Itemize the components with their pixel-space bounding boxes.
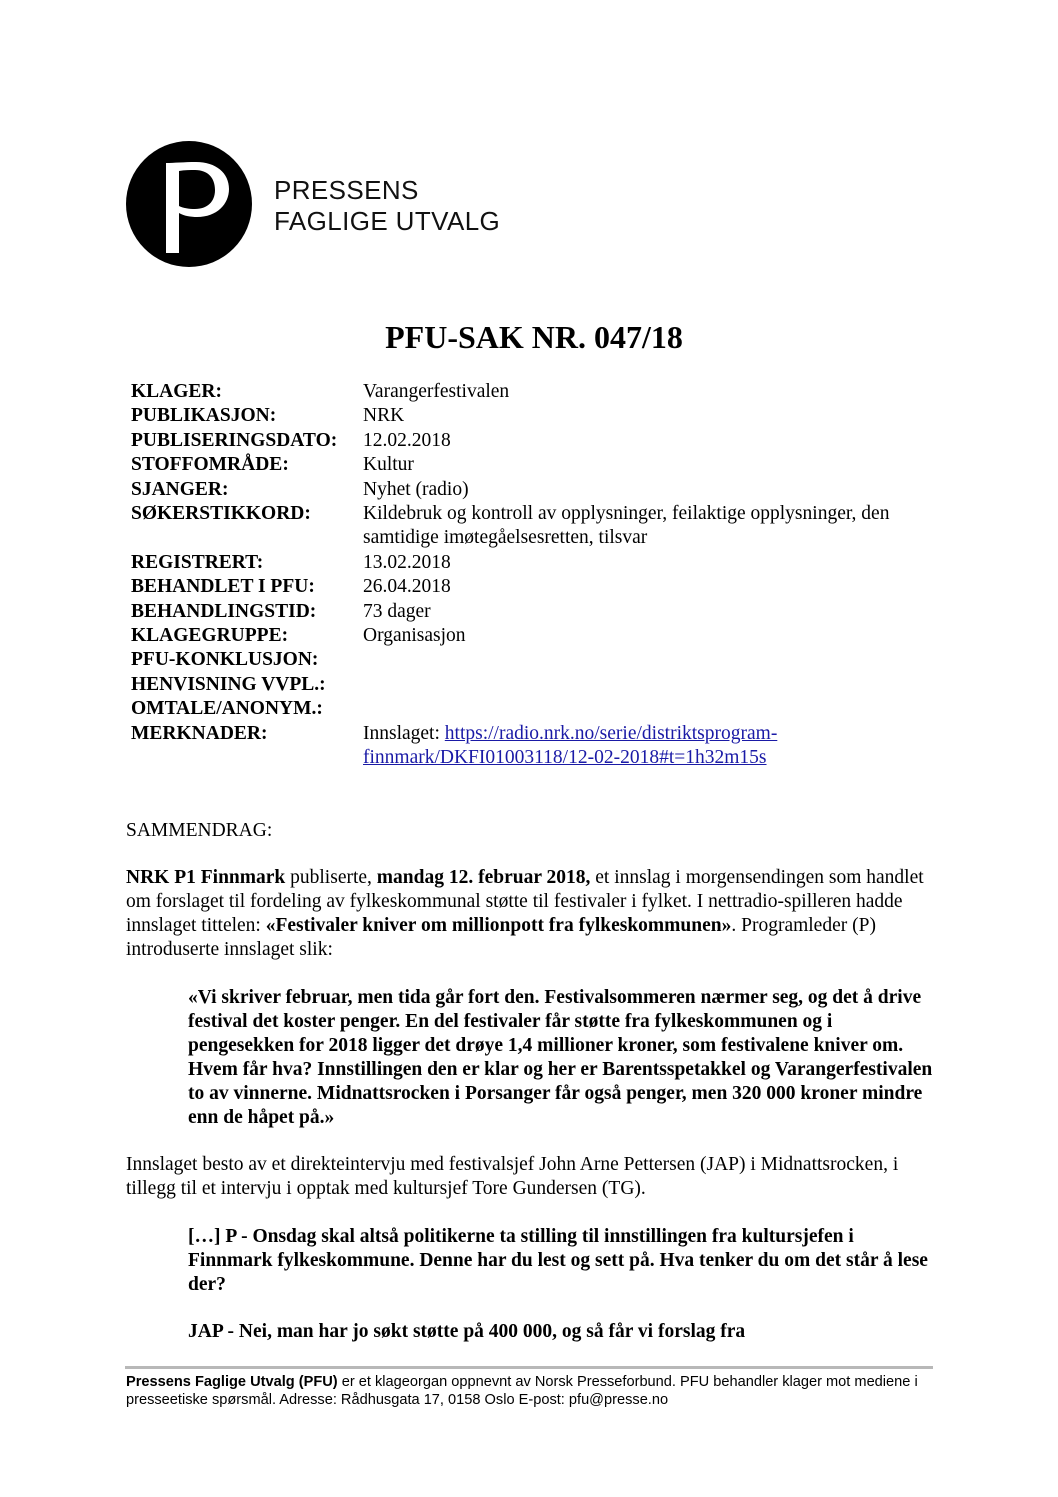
meta-label: SJANGER:: [131, 478, 229, 500]
case-title: PFU-SAK NR. 047/18: [385, 319, 683, 355]
meta-label: KLAGER:: [131, 381, 223, 402]
meta-row-klager: [131, 380, 931, 404]
meta-row-klagegruppe: [131, 624, 931, 648]
summary-paragraph-2: Innslaget besto av et direkteintervju med festivalsjef John Arne Pettersen (JAP) i Midnattsrocken, i tillegg til et intervju i opptak med kultursjef Tore Gundersen (TG).: [126, 1154, 899, 1199]
pfu-logo-mark-icon: [126, 141, 252, 267]
quote-intro: «Vi skriver februar, men tida går fort den. Festivalsommeren nærmer seg, og det å drive festival det koster penger. En del festivaler får støtte fra fylkeskommunen og i pengesekken for 2018 ligger det drøye 1,4 millioner kroner, som festivalene kniver om. Hvem får hva? Innstillingen den er klar og her er Barentsspetakkel og Varangerfestivalen to av vinnerne. Midnattsrocken i Porsanger får også penger, men 320 000 kroner mindre enn de håpet på.»: [188, 987, 933, 1128]
meta-row-konklusjon: [131, 648, 931, 672]
meta-value: Varangerfestivalen: [363, 381, 510, 402]
logo-line-1: PRESSENS: [274, 175, 419, 205]
meta-value: [363, 722, 931, 771]
meta-label: BEHANDLINGSTID:: [131, 600, 317, 622]
meta-value: Kultur: [363, 454, 414, 476]
meta-row-behandlet: [131, 575, 931, 599]
meta-value: [363, 697, 931, 721]
meta-row-registrert: [131, 551, 931, 575]
logo-wordmark: [274, 175, 500, 237]
footer-divider: [125, 1366, 933, 1369]
meta-label: OMTALE/ANONYM.:: [131, 698, 323, 720]
logo-line-2: FAGLIGE UTVALG: [274, 206, 501, 236]
meta-row-sjanger: [131, 478, 931, 502]
meta-row-omtale: [131, 697, 931, 721]
meta-row-henvisning: [131, 673, 931, 697]
summary-heading: SAMMENDRAG:: [126, 820, 273, 841]
meta-label: SØKERSTIKKORD:: [131, 503, 311, 525]
meta-value: 13.02.2018: [363, 551, 451, 573]
meta-value: 26.04.2018: [363, 576, 451, 598]
meta-value: [363, 673, 931, 697]
meta-label: STOFFOMRÅDE:: [131, 454, 289, 476]
meta-value: 73 dager: [363, 600, 431, 622]
meta-label: KLAGEGRUPPE:: [131, 625, 289, 647]
page-footer: [126, 1373, 934, 1409]
meta-row-behandlingstid: [131, 600, 931, 624]
summary-paragraph-1: [126, 866, 932, 962]
meta-row-stoffomrade: [131, 453, 931, 477]
meta-label: MERKNADER:: [131, 722, 268, 744]
case-metadata-table: [131, 380, 931, 771]
meta-label: PUBLIKASJON:: [131, 405, 277, 427]
meta-value: 12.02.2018: [363, 429, 451, 451]
meta-value: Organisasjon: [363, 625, 466, 647]
pfu-logo: [126, 141, 526, 271]
bold-headline: «Festivaler kniver om millionpott fra fylkeskommunen»: [265, 915, 732, 936]
text-run: . Programleder (P) introduserte innslaget slik:: [126, 915, 876, 960]
meta-row-sokerstikkord: [131, 502, 931, 551]
meta-row-publikasjon: [131, 404, 931, 428]
meta-label: REGISTRERT:: [131, 551, 264, 573]
meta-value: [363, 648, 931, 672]
meta-label: BEHANDLET I PFU:: [131, 576, 315, 598]
meta-label: HENVISNING VVPL.:: [131, 673, 326, 695]
quote-interview-1: […] P - Onsdag skal altså politikerne ta stilling til innstillingen fra kultursjefen i Finnmark fylkeskommune. Denne har du lest og sett på. Hva tenker du om det står å lese der?: [188, 1226, 928, 1295]
bold-source: NRK P1 Finnmark: [126, 867, 286, 888]
text-run: publiserte,: [285, 867, 377, 888]
meta-label: PUBLISERINGSDATO:: [131, 429, 338, 451]
recording-link-line-2: finnmark/DKFI01003118/12-02-2018#t=1h32m15s: [363, 747, 767, 769]
footer-org-name: Pressens Faglige Utvalg (PFU): [126, 1374, 338, 1390]
bold-date: mandag 12. februar 2018,: [376, 867, 591, 888]
text-run: et innslag i morgensendingen som handlet om forslaget til fordeling av fylkeskommunal støtte til festivaler i fylket. I nettradio-spilleren hadde innslaget tittelen:: [126, 867, 924, 936]
meta-row-merknader: [131, 722, 931, 771]
footer-text: er et klageorgan oppnevnt av Norsk Presseforbund. PFU behandler klager mot mediene i presseetiske spørsmål. Adresse: Rådhusgata 17, 0158 Oslo E-post: pfu@presse.no: [126, 1374, 918, 1408]
recording-link-line-1: https://radio.nrk.no/serie/distriktsprogram-: [444, 722, 778, 744]
meta-value: Kildebruk og kontroll av opplysninger, feilaktige opplysninger, den samtidige imøtegåelsesretten, tilsvar: [363, 503, 890, 549]
meta-row-publiseringsdato: [131, 429, 931, 453]
meta-value: Nyhet (radio): [363, 478, 469, 500]
merknader-prefix: Innslaget:: [363, 722, 445, 744]
meta-value: NRK: [363, 405, 405, 427]
quote-interview-2: JAP - Nei, man har jo søkt støtte på 400 000, og så får vi forslag fra: [188, 1321, 746, 1342]
meta-label: PFU-KONKLUSJON:: [131, 649, 319, 671]
